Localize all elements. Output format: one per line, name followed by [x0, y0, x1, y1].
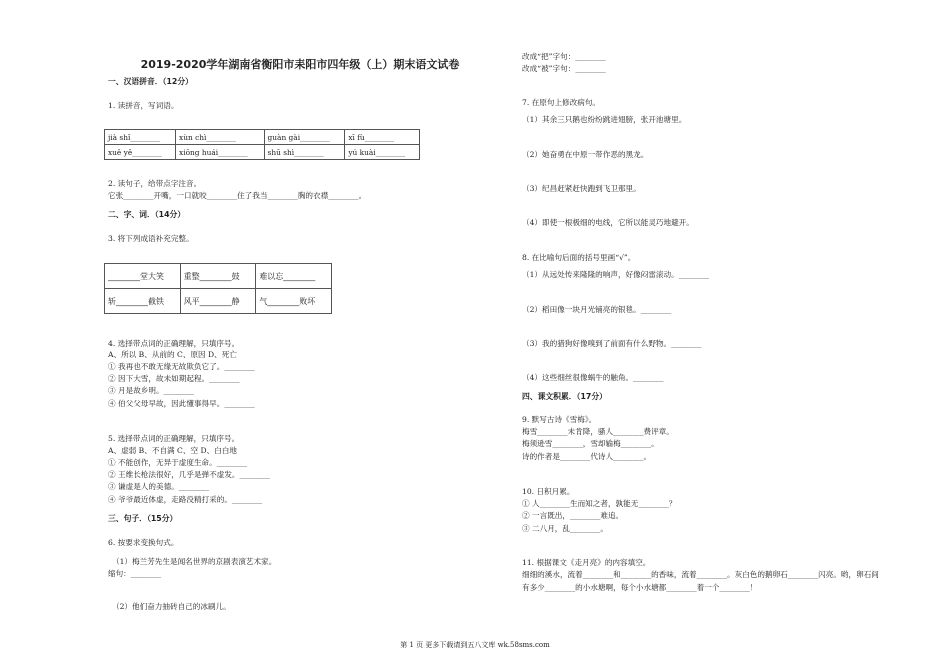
q11-line: 有多少________的小水塘啊，每个小水塘都________着一个________！ — [522, 583, 758, 592]
pinyin-cell: xiōng huái________ — [176, 145, 265, 160]
q9-line: 梅须逊雪________，雪却输梅________。 — [522, 439, 659, 448]
pinyin-cell: yú kuài________ — [345, 145, 420, 160]
q7-item: （3）纪昌赶紧赶快跑到飞卫那里。 — [522, 184, 641, 193]
right-top-line: 改成“把”字句：________ — [522, 52, 606, 61]
idiom-cell: ________堂大笑 — [105, 264, 181, 289]
q10-prompt: 10. 日积月累。 — [522, 487, 575, 496]
q3-prompt: 3. 将下列成语补充完整。 — [108, 234, 194, 243]
q5-item: ③ 谦虚是人的美德。________ — [108, 482, 210, 491]
q9-line: 诗的作者是________代诗人________。 — [522, 452, 652, 461]
q7-item: （4）即使一根极细的电线，它所以能灵巧地避开。 — [522, 218, 694, 227]
right-top-line: 改成“被”字句：________ — [522, 64, 606, 73]
q5-item: ② 王维长枪法很好，几乎是弹不虚发。________ — [108, 470, 270, 479]
q4-options: A、所以 B、从前的 C、原因 D、死亡 — [108, 350, 237, 359]
q6-prompt: 6. 按要求变换句式。 — [108, 538, 179, 547]
q8-item: （2）稻田像一块月光铺亮的银毯。________ — [522, 305, 672, 314]
idiom-cell: 风平________静 — [180, 289, 256, 314]
q5-item: ① 不能创作，无异于虚度生命。________ — [108, 458, 248, 467]
q6-item: 缩句：________ — [108, 569, 162, 578]
q6-item: （2）他们奋力抽砖自己的冰刷儿。 — [112, 602, 231, 611]
q4-item: ② 因下大雪，故未如期起程。________ — [108, 374, 240, 383]
q8-item: （1）从远处传来隆隆的响声，好像闷雷滚动。________ — [522, 270, 710, 279]
q2-prompt: 2. 读句子，给带点字注音。 — [108, 179, 202, 188]
q10-line: ② 一言既出，________难追。 — [522, 511, 624, 520]
section-4-heading: 四、课文积累．（17分） — [522, 392, 607, 401]
q10-line: ③ 二八月，乱________。 — [522, 524, 608, 533]
q9-line: 梅雪________未肯降，骚人________费评章。 — [522, 427, 674, 436]
q8-item: （3）我的猎狗好像嗅到了前面有什么野物。________ — [522, 339, 702, 348]
q5-item: ④ 爷爷最近体虚，走路没精打采的。________ — [108, 495, 263, 504]
q11-prompt: 11. 根据课文《走月亮》的内容填空。 — [522, 558, 651, 567]
pinyin-cell: jià shǐ________ — [105, 130, 176, 145]
exam-title: 2019-2020学年湖南省衡阳市耒阳市四年级（上）期末语文试卷 — [140, 58, 460, 71]
q5-options: A、虚弱 B、不自满 C、空 D、白白地 — [108, 446, 237, 455]
q1-prompt: 1. 读拼音，写词语。 — [108, 101, 179, 110]
q10-line: ① 人________生而知之者，孰能无________？ — [522, 499, 677, 508]
pinyin-cell: guàn gài________ — [264, 130, 345, 145]
q8-item: （4）这些细丝很像蜗牛的触角。________ — [522, 373, 664, 382]
pinyin-table — [104, 129, 420, 160]
pinyin-cell: xùn chì________ — [176, 130, 265, 145]
idiom-cell: 重整________鼓 — [180, 264, 256, 289]
idiom-cell: 难以忘________ — [256, 264, 332, 289]
q8-prompt: 8. 在比喻句后面的括号里画“√”。 — [522, 253, 636, 262]
table-row — [105, 289, 332, 314]
page-footer: 第 1 页 更多下载请到五八文库 wk.58sms.com — [400, 641, 550, 649]
table-row — [105, 264, 332, 289]
table-row — [105, 130, 420, 145]
q7-item: （2）她奋勇在中原一带作恶的黑龙。 — [522, 150, 649, 159]
q4-item: ④ 伯父父母早故，因此懂事得早。________ — [108, 399, 255, 408]
idiom-table — [104, 263, 332, 314]
section-1-heading: 一、汉语拼音．（12分） — [108, 77, 193, 86]
idiom-cell: 斩________截铁 — [105, 289, 181, 314]
q9-prompt: 9. 默写古诗《雪梅》。 — [522, 415, 597, 424]
q7-item: （1）其余三只鹅也纷纷跳进翅膀，张开池塘里。 — [522, 115, 687, 124]
idiom-cell: 气________败坏 — [256, 289, 332, 314]
section-2-heading: 二、字、词．（14分） — [108, 210, 186, 219]
pinyin-cell: xuě yě________ — [105, 145, 176, 160]
table-row — [105, 145, 420, 160]
q4-item: ③ 月是故乡明。________ — [108, 386, 194, 395]
section-3-heading: 三、句子．（15分） — [108, 514, 178, 523]
q5-prompt: 5. 选择带点词的正确理解，只填序号。 — [108, 434, 240, 443]
q11-line: 细细的溪水，流着________和________的香味，流着________。灰白色的鹅卵石________闪亮。哟，卵石间 — [522, 570, 879, 579]
pinyin-cell: xī fù________ — [345, 130, 420, 145]
q2-line: 它张________开嘴，一口就咬________住了我当________胸的衣襟________。 — [108, 191, 367, 200]
q4-prompt: 4. 选择带点词的正确理解，只填序号。 — [108, 339, 240, 348]
q6-item: （1）梅兰芳先生是闻名世界的京剧表演艺术家。 — [112, 557, 277, 566]
pinyin-cell: shū shì________ — [264, 145, 345, 160]
q4-item: ① 我再也不敢无缘无故欺负它了。________ — [108, 362, 255, 371]
q7-prompt: 7. 在原句上修改病句。 — [522, 98, 601, 107]
